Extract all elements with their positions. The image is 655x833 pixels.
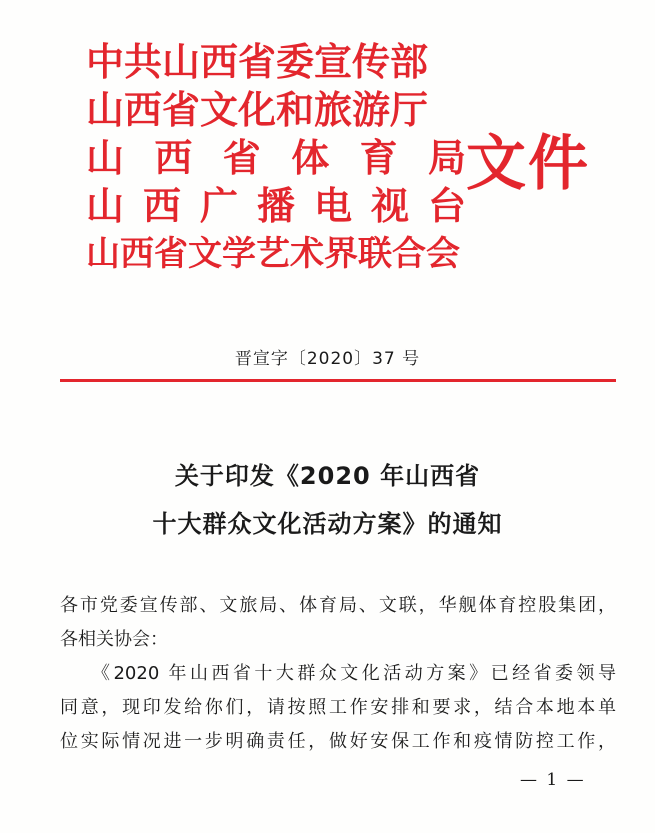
issuer-line: 山西省文化和旅游厅 <box>86 87 429 132</box>
body-line: 同意，现印发给你们，请按照工作安排和要求，结合本地本单 <box>60 697 616 718</box>
document-number: 晋宣字〔2020〕37 号 <box>234 349 421 369</box>
body-line: 位实际情况进一步明确责任，做好安保工作和疫情防控工作， <box>60 731 616 752</box>
document-label: 文件 <box>466 129 590 199</box>
notice-title-line-1: 关于印发《2020 年山西省 <box>174 462 481 490</box>
issuer-line: 中共山西省委宣传部 <box>86 39 429 84</box>
issuer-line: 山西省文学艺术界联合会 <box>86 234 460 274</box>
page-number: — 1 — <box>520 770 586 790</box>
issuer-block <box>86 38 466 278</box>
issuer-line: 山西广播电视台 <box>86 183 466 228</box>
body-line: 各相关协会： <box>60 629 168 650</box>
notice-title-line-2: 十大群众文化活动方案》的通知 <box>152 510 503 538</box>
issuer-line: 山西省体育局 <box>86 135 466 180</box>
red-divider <box>60 379 616 382</box>
body-line: 各市党委宣传部、文旅局、体育局、文联，华舰体育控股集团， <box>60 595 616 616</box>
notice-body <box>60 590 616 760</box>
body-line: 《2020 年山西省十大群众文化活动方案》已经省委领导 <box>92 663 616 684</box>
